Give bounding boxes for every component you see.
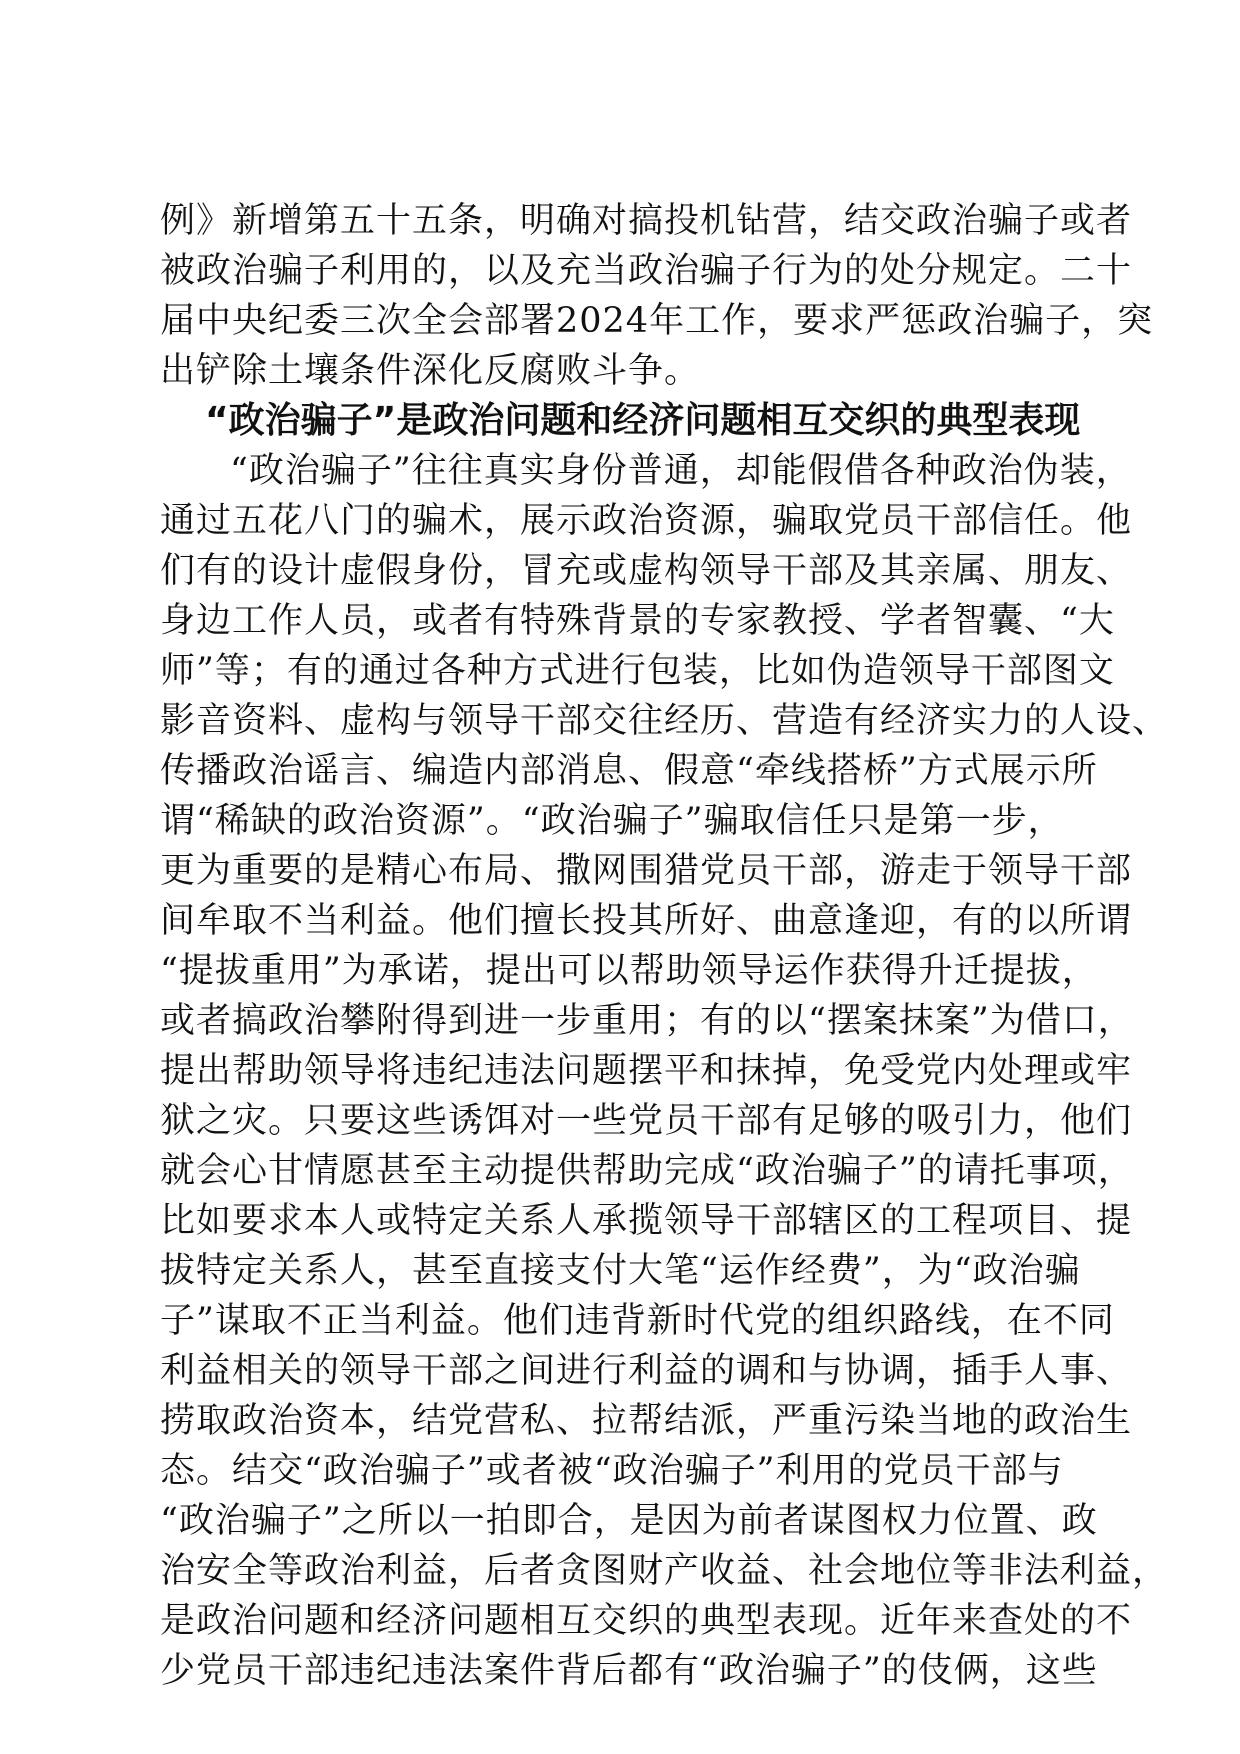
body-line-22: “政治骗子”之所以一拍即合，是因为前者谋图权力位置、政	[160, 1501, 1098, 1541]
body-line-4: 身边工作人员，或者有特殊背景的专家教授、学者智囊、“大	[160, 601, 1115, 641]
body-line-20: 捞取政治资本，结党营私、拉帮结派，严重污染当地的政治生	[160, 1401, 1133, 1441]
body-line-2: 通过五花八门的骗术，展示政治资源，骗取党员干部信任。他	[160, 501, 1133, 541]
body-line-5: 师”等；有的通过各种方式进行包装，比如伪造领导干部图文	[160, 651, 1115, 691]
body-line-25: 少党员干部违纪违法案件背后都有“政治骗子”的伎俩，这些	[160, 1651, 1098, 1691]
intro-line-4: 出铲除土壤条件深化反腐败斗争。	[160, 351, 701, 391]
body-line-23: 治安全等政治利益，后者贪图财产收益、社会地位等非法利益，	[160, 1551, 1169, 1591]
body-line-11: “提拔重用”为承诺，提出可以帮助领导运作获得升迁提拔，	[160, 951, 1098, 991]
body-line-14: 狱之灾。只要这些诱饵对一些党员干部有足够的吸引力，他们	[160, 1101, 1133, 1141]
section-heading: “政治骗子”是政治问题和经济问题相互交织的典型表现	[205, 400, 1081, 441]
body-line-13: 提出帮助领导将违纪违法问题摆平和抹掉，免受党内处理或牢	[160, 1051, 1133, 1091]
intro-line-2: 被政治骗子利用的，以及充当政治骗子行为的处分规定。二十	[160, 251, 1133, 291]
body-line-3: 们有的设计虚假身份，冒充或虚构领导干部及其亲属、朋友、	[160, 551, 1133, 591]
body-line-7: 传播政治谣言、编造内部消息、假意“牵线搭桥”方式展示所	[160, 751, 1098, 791]
body-line-1: “政治骗子”往往真实身份普通，却能假借各种政治伪装，	[230, 451, 1132, 491]
body-line-6: 影音资料、虚构与领导干部交往经历、营造有经济实力的人设、	[160, 701, 1169, 741]
body-line-12: 或者搞政治攀附得到进一步重用；有的以“摆案抹案”为借口，	[160, 1001, 1134, 1041]
body-line-16: 比如要求本人或特定关系人承揽领导干部辖区的工程项目、提	[160, 1201, 1133, 1241]
body-line-10: 间牟取不当利益。他们擅长投其所好、曲意逢迎，有的以所谓	[160, 901, 1133, 941]
body-line-9: 更为重要的是精心布局、撒网围猎党员干部，游走于领导干部	[160, 851, 1133, 891]
body-line-15: 就会心甘情愿甚至主动提供帮助完成“政治骗子”的请托事项，	[160, 1151, 1134, 1191]
body-line-18: 子”谋取不正当利益。他们违背新时代党的组织路线，在不同	[160, 1301, 1115, 1341]
document-page	[160, 196, 1169, 1696]
body-line-21: 态。结交“政治骗子”或者被“政治骗子”利用的党员干部与	[160, 1451, 1064, 1491]
body-line-19: 利益相关的领导干部之间进行利益的调和与协调，插手人事、	[160, 1351, 1133, 1391]
intro-line-3: 届中央纪委三次全会部署2024年工作，要求严惩政治骗子，突	[160, 301, 1154, 341]
body-line-8: 谓“稀缺的政治资源”。“政治骗子”骗取信任只是第一步，	[160, 801, 1064, 841]
intro-line-1: 例》新增第五十五条，明确对搞投机钻营，结交政治骗子或者	[160, 201, 1133, 241]
body-line-24: 是政治问题和经济问题相互交织的典型表现。近年来查处的不	[160, 1601, 1133, 1641]
body-line-17: 拔特定关系人，甚至直接支付大笔“运作经费”，为“政治骗	[160, 1251, 1081, 1291]
